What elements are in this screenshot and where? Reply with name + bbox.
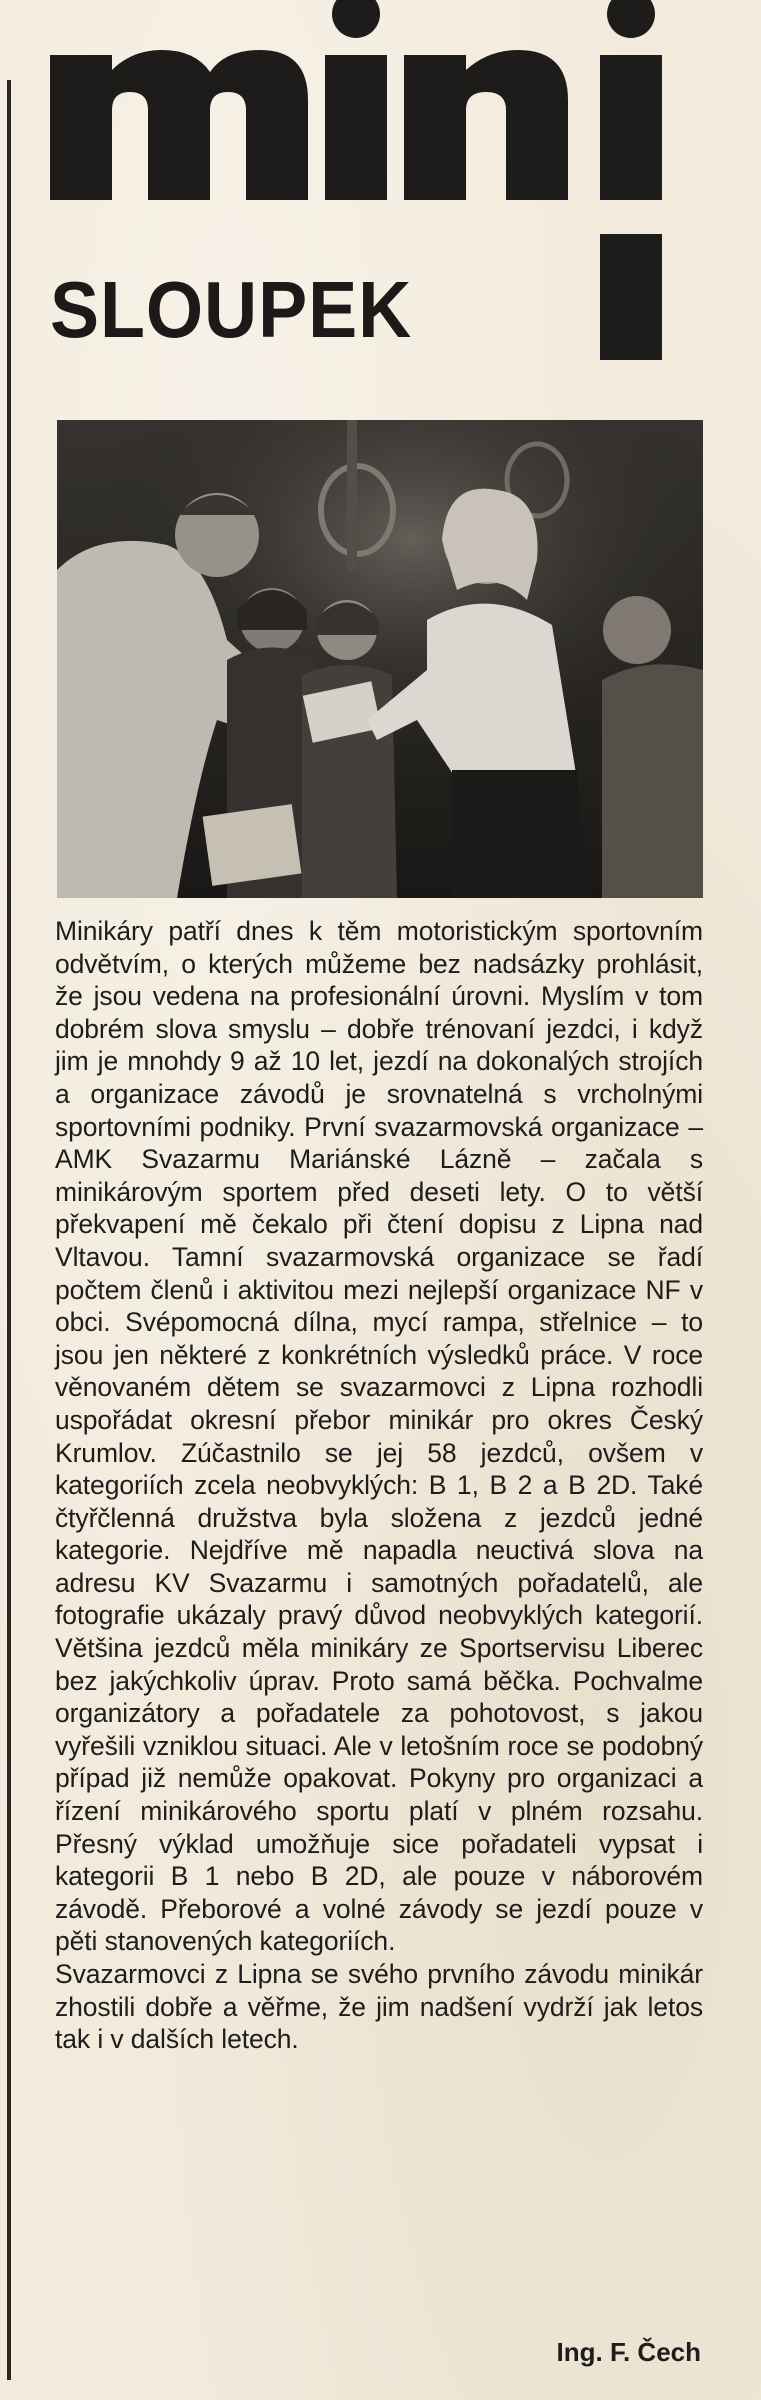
masthead bbox=[50, 0, 710, 370]
article-photo bbox=[57, 420, 703, 898]
logo-letter-i-stem bbox=[325, 55, 387, 200]
title-sloupek: SLOUPEK bbox=[50, 265, 413, 354]
article-author: Ing. F. Čech bbox=[556, 2337, 701, 2367]
article-paragraph-1: Minikáry patří dnes k těm motoristickým sportovním odvětvím, o kterých můžeme bez nadsázky prohlásit, že jsou vedena na profesionální úrovni. Myslím v tom dobrém slova smyslu – dobře trénovaní jezdci, i když jim je mnohdy 9 až 10 let, jezdí na dokonalých strojích a organizace závodů je srovnatelná s vrcholnými sportovními podniky. První svazarmovská organizace – AMK Svazarmu Mariánské Lázně – začala s minikárovým sportem před deseti lety. O to větší překvapení mě čekalo při čtení dopisu z Lipna nad Vltavou. Tamní svazarmovská organizace se řadí počtem členů i aktivitou mezi nejlepší organizace NF v obci. Svépomocná dílna, mycí rampa, střelnice – to jsou jen některé z konkrétních výsledků práce. V roce věnovaném dětem se svazarmovci z Lipna rozhodli uspořádat okresní přebor minikár pro okres Český Krumlov. Zúčastnilo se jej 58 jezdců, ovšem v kategoriích zcela neobvyklých: B 1, B 2 a B 2D. Také čtyřčlenná družstva byla složena z jezdců jedné kategorie. Nejdříve mě napadla neuctivá slova na adresu KV Svazarmu i samotných pořadatelů, ale fotografie ukázaly pravý důvod neobvyklých kategorií. Většina jezdců měla minikáry ze Sportservisu Liberec bez jakýchkoliv úprav. Proto samá běčka. Pochvalme organizátory a pořadatele za pohotovost, s jakou vyřešili vzniklou situaci. Ale v letošním roce se podobný případ již nemůže opakovat. Pokyny pro organizaci a řízení minikárového sportu platí v plném rozsahu. Přesný výklad umožňuje sice pořadateli vypsat i kategorii B 1 nebo B 2D, ale pouze v náborovém závodě. Přeborové a volné závody se jezdí pouze v pěti stanovených kategoriích. bbox=[55, 916, 703, 1957]
logo-letter-j-dot bbox=[607, 0, 655, 38]
article-paragraph-2: Svazarmovci z Lipna se svého prvního závodu minikár zhostili dobře a věřme, že jim nadšení vydrží jak letos tak i v dalších letech. bbox=[55, 1959, 703, 2055]
logo-letter-n bbox=[404, 50, 568, 200]
title-mini-logo bbox=[50, 0, 710, 200]
photograph-icon bbox=[57, 420, 703, 898]
logo-letter-m bbox=[50, 50, 308, 200]
logo-j-descender bbox=[600, 234, 662, 360]
article-body bbox=[55, 915, 703, 2056]
logo-letter-j-stem bbox=[600, 55, 662, 200]
column-rule bbox=[7, 80, 11, 2380]
logo-letter-i-dot bbox=[332, 0, 380, 38]
